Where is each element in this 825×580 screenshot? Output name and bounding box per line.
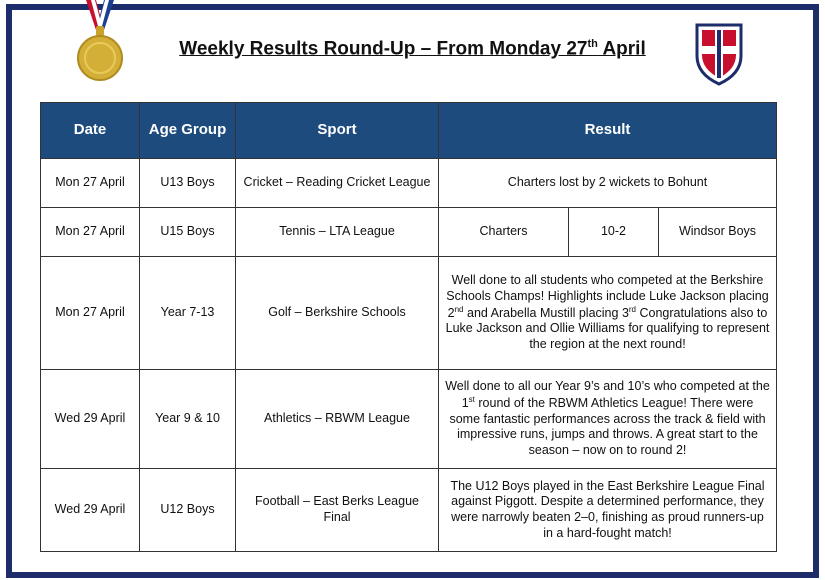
sport-cell: Cricket – Reading Cricket League [236, 159, 439, 208]
table-header-row [41, 103, 777, 159]
header-sport: Sport [236, 103, 439, 159]
sport-cell: Tennis – LTA League [236, 208, 439, 257]
result-cell: The U12 Boys played in the East Berkshire League Final against Piggott. Despite a determined performance, they were narrowly beaten 2–0, finishing as proud runners-up in a hard-fought match! [439, 469, 777, 552]
age-group-cell: U15 Boys [140, 208, 236, 257]
home-team-cell: Charters [439, 208, 569, 257]
header-date: Date [41, 103, 140, 159]
sport-cell: Golf – Berkshire Schools [236, 257, 439, 370]
date-cell: Mon 27 April [41, 159, 140, 208]
table-row [41, 370, 777, 469]
results-table [40, 102, 777, 552]
date-cell: Wed 29 April [41, 370, 140, 469]
date-cell: Wed 29 April [41, 469, 140, 552]
table-row [41, 257, 777, 370]
date-cell: Mon 27 April [41, 257, 140, 370]
table-row [41, 469, 777, 552]
header-result: Result [439, 103, 777, 159]
away-team-cell: Windsor Boys [659, 208, 777, 257]
table-row [41, 159, 777, 208]
age-group-cell: U13 Boys [140, 159, 236, 208]
age-group-cell: Year 9 & 10 [140, 370, 236, 469]
result-cell: Well done to all our Year 9’s and 10’s who competed at the 1st round of the RBWM Athletics League! There were some fantastic performances across the track & field with impressive runs, jumps and throws. A great start to the season – now on to round 2! [439, 370, 777, 469]
age-group-cell: U12 Boys [140, 469, 236, 552]
score-cell: 10-2 [569, 208, 659, 257]
sport-cell: Athletics – RBWM League [236, 370, 439, 469]
sport-cell: Football – East Berks League Final [236, 469, 439, 552]
age-group-cell: Year 7-13 [140, 257, 236, 370]
table-row [41, 208, 777, 257]
date-cell: Mon 27 April [41, 208, 140, 257]
page-title: Weekly Results Round-Up – From Monday 27th April [179, 38, 646, 60]
result-cell: Well done to all students who competed at the Berkshire Schools Champs! Highlights include Luke Jackson placing 2nd and Arabella Mustill placing 3rd Congratulations also to Luke Jackson and Ollie Williams for qualifying to represent the region at the next round! [439, 257, 777, 370]
result-cell: Charters lost by 2 wickets to Bohunt [439, 159, 777, 208]
header-age-group: Age Group [140, 103, 236, 159]
